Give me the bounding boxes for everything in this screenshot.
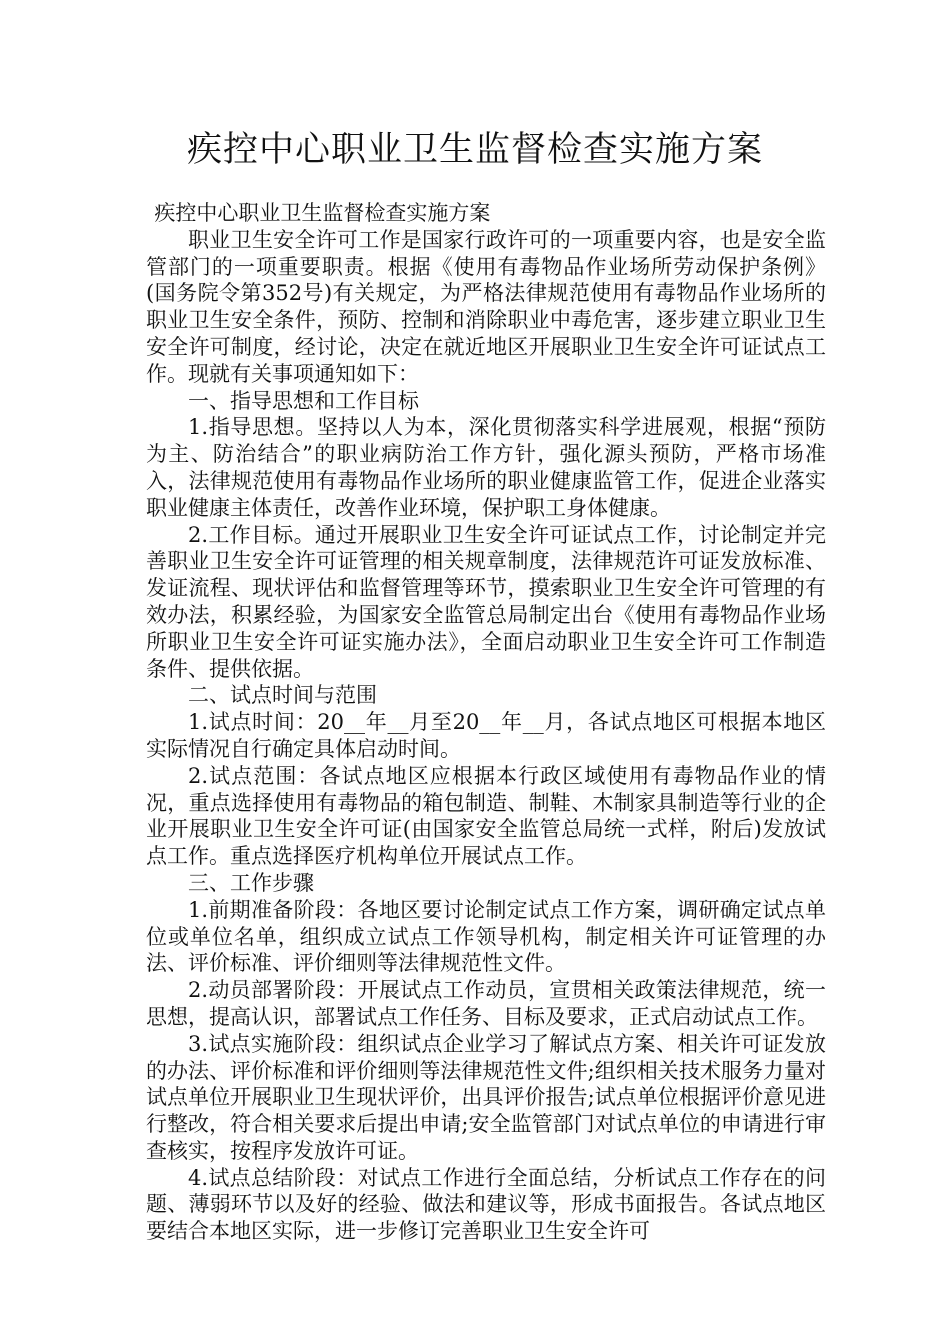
document-title: 疾控中心职业卫生监督检查实施方案 [186, 130, 763, 170]
section-heading-2: 二、试点时间与范围 [188, 683, 377, 708]
document-subtitle: 疾控中心职业卫生监督检查实施方案 [154, 201, 491, 225]
document-body [146, 200, 826, 1245]
paragraph-step-summary: 4.试点总结阶段：对试点工作进行全面总结，分析试点工作存在的问题、薄弱环节以及好的经验、做法和建议等，形成书面报告。各试点地区要结合本地区实际，进一步修订完善职业卫生安全许可 [146, 1165, 826, 1244]
paragraph-work-goal: 2.工作目标。通过开展职业卫生安全许可证试点工作，讨论制定并完善职业卫生安全许可证管理的相关规章制度，法律规范许可证发放标准、发证流程、现状评估和监督管理等环节，摸索职业卫生安全许可管理的有效办法，积累经验，为国家安全监管总局制定出台《使用有毒物品作业场所职业卫生安全许可证实施办法》，全面启动职业卫生安全许可工作制造条件、提供依据。 [146, 522, 826, 681]
paragraph-pilot-scope: 2.试点范围：各试点地区应根据本行政区域使用有毒物品作业的情况，重点选择使用有毒物品的箱包制造、制鞋、木制家具制造等行业的企业开展职业卫生安全许可证(由国家安全监管总局统一式样，附后)发放试点工作。重点选择医疗机构单位开展试点工作。 [146, 763, 826, 869]
paragraph-pilot-time: 1.试点时间：20__年__月至20__年__月，各试点地区可根据本地区实际情况自行确定具体启动时间。 [146, 710, 826, 761]
paragraph-step-prepare: 1.前期准备阶段：各地区要讨论制定试点工作方案，调研确定试点单位或单位名单，组织成立试点工作领导机构，制定相关许可证管理的办法、评价标准、评价细则等法律规范性文件。 [146, 897, 826, 976]
paragraph-intro: 职业卫生安全许可工作是国家行政许可的一项重要内容，也是安全监管部门的一项重要职责。根据《使用有毒物品作业场所劳动保护条例》(国务院令第352号)有关规定，为严格法律规范使用有毒物品作业场所的职业卫生安全条件，预防、控制和消除职业中毒危害，逐步建立职业卫生安全许可制度，经讨论，决定在就近地区开展职业卫生安全许可证试点工作。现就有关事项通知如下： [146, 227, 826, 386]
section-heading-3: 三、工作步骤 [188, 870, 314, 895]
paragraph-step-implement: 3.试点实施阶段：组织试点企业学习了解试点方案、相关许可证发放的办法、评价标准和评价细则等法律规范性文件;组织相关技术服务力量对试点单位开展职业卫生现状评价，出具评价报告;试点单位根据评价意见进行整改，符合相关要求后提出申请;安全监管部门对试点单位的申请进行审查核实，按程序发放许可证。 [146, 1031, 826, 1163]
section-heading-1: 一、指导思想和工作目标 [188, 388, 419, 413]
paragraph-step-mobilize: 2.动员部署阶段：开展试点工作动员，宣贯相关政策法律规范，统一思想，提高认识，部署试点工作任务、目标及要求，正式启动试点工作。 [146, 978, 826, 1029]
paragraph-guiding-idea: 1.指导思想。坚持以人为本，深化贯彻落实科学进展观，根据“预防为主、防治结合”的职业病防治工作方针，强化源头预防，严格市场准入，法律规范使用有毒物品作业场所的职业健康监管工作，促进企业落实职业健康主体责任，改善作业环境，保护职工身体健康。 [146, 415, 826, 520]
